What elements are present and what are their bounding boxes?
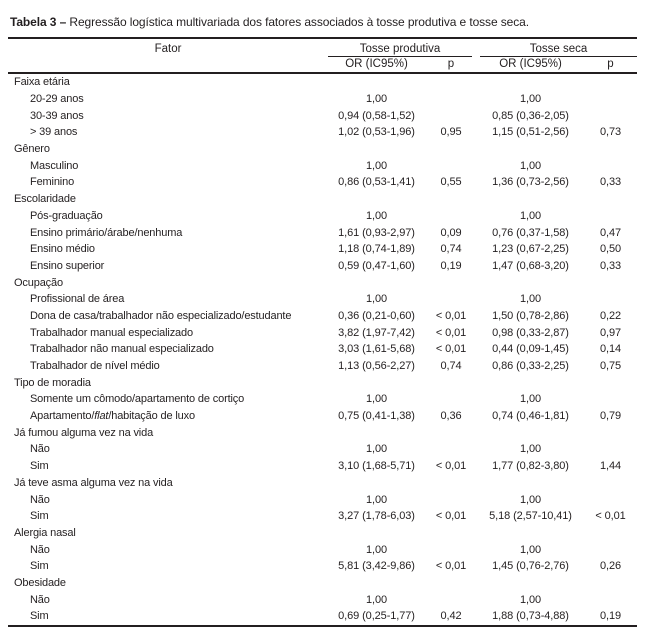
factor-label: Dona de casa/trabalhador não especializado/estudante bbox=[30, 309, 292, 322]
p-value: 0,97 bbox=[599, 326, 621, 339]
header-sub-row bbox=[8, 57, 637, 72]
or-value: 0,86 (0,53-1,41) bbox=[338, 176, 415, 189]
table-row bbox=[8, 241, 637, 258]
table-body bbox=[8, 74, 637, 627]
or-value: 1,00 bbox=[519, 493, 541, 506]
or-value: 1,61 (0,93-2,97) bbox=[338, 226, 415, 239]
p-value: < 0,01 bbox=[595, 510, 626, 523]
or-value: 1,77 (0,82-3,80) bbox=[492, 460, 569, 473]
or-value: 1,00 bbox=[365, 443, 387, 456]
or-value: 1,00 bbox=[519, 393, 541, 406]
or-value: 3,10 (1,68-5,71) bbox=[338, 460, 415, 473]
header-fator: Fator bbox=[154, 43, 182, 55]
or-value: 1,88 (0,73-4,88) bbox=[492, 610, 569, 623]
table-row bbox=[8, 341, 637, 358]
factor-label: Profissional de área bbox=[30, 293, 125, 306]
table-row bbox=[8, 208, 637, 225]
category-row bbox=[8, 191, 637, 208]
table-row bbox=[8, 157, 637, 174]
or-value: 1,00 bbox=[519, 159, 541, 172]
table-row bbox=[8, 441, 637, 458]
or-value: 1,36 (0,73-2,56) bbox=[492, 176, 569, 189]
or-value: 1,00 bbox=[519, 93, 541, 106]
or-value: 1,50 (0,78-2,86) bbox=[492, 309, 569, 322]
p-value: 0,50 bbox=[599, 243, 621, 256]
or-value: 1,13 (0,56-2,27) bbox=[338, 360, 415, 373]
table-row bbox=[8, 107, 637, 124]
category-row bbox=[8, 475, 637, 492]
or-value: 5,81 (3,42-9,86) bbox=[338, 560, 415, 573]
or-value: 5,18 (2,57-10,41) bbox=[489, 510, 572, 523]
or-value: 1,00 bbox=[519, 443, 541, 456]
table-header bbox=[8, 39, 637, 74]
italic-term: flat bbox=[94, 410, 109, 423]
regression-table bbox=[8, 37, 637, 627]
table-row bbox=[8, 558, 637, 575]
header-group-tosse-seca: Tosse seca bbox=[480, 43, 637, 57]
table-row bbox=[8, 308, 637, 325]
or-value: 1,15 (0,51-2,56) bbox=[492, 126, 569, 139]
factor-label: Sim bbox=[30, 510, 49, 523]
or-value: 1,23 (0,67-2,25) bbox=[492, 243, 569, 256]
factor-label: Sim bbox=[30, 460, 49, 473]
factor-label: Ensino superior bbox=[30, 259, 105, 272]
or-value: 1,02 (0,53-1,96) bbox=[338, 126, 415, 139]
table-row bbox=[8, 258, 637, 275]
factor-label: Trabalhador de nível médio bbox=[30, 360, 160, 373]
factor-label: Ensino primário/árabe/nenhuma bbox=[30, 226, 183, 239]
p-value: 0,79 bbox=[599, 410, 621, 423]
factor-label: Faixa etária bbox=[14, 76, 70, 89]
p-value: 0,55 bbox=[440, 176, 462, 189]
category-row bbox=[8, 274, 637, 291]
p-value: 0,73 bbox=[599, 126, 621, 139]
p-value: 1,44 bbox=[599, 460, 621, 473]
or-value: 0,74 (0,46-1,81) bbox=[492, 410, 569, 423]
table-row bbox=[8, 224, 637, 241]
factor-label: Não bbox=[30, 543, 50, 556]
or-value: 3,82 (1,97-7,42) bbox=[338, 326, 415, 339]
header-group-row bbox=[8, 39, 637, 57]
table-row bbox=[8, 324, 637, 341]
factor-label: Já fumou alguma vez na vida bbox=[14, 426, 154, 439]
factor-label: Feminino bbox=[30, 176, 75, 189]
factor-label: Somente um cômodo/apartamento de cortiço bbox=[30, 393, 245, 406]
table-row bbox=[8, 508, 637, 525]
table-row bbox=[8, 608, 637, 625]
factor-label: Já teve asma alguma vez na vida bbox=[14, 476, 173, 489]
or-value: 0,59 (0,47-1,60) bbox=[338, 259, 415, 272]
or-value: 1,47 (0,68-3,20) bbox=[492, 259, 569, 272]
p-value: 0,47 bbox=[599, 226, 621, 239]
factor-label: Alergia nasal bbox=[14, 526, 76, 539]
or-value: 0,98 (0,33-2,87) bbox=[492, 326, 569, 339]
or-value: 0,69 (0,25-1,77) bbox=[338, 610, 415, 623]
p-value: 0,22 bbox=[599, 309, 621, 322]
p-value: 0,74 bbox=[440, 243, 462, 256]
or-value: 3,03 (1,61-5,68) bbox=[338, 343, 415, 356]
factor-label: Masculino bbox=[30, 159, 79, 172]
table-caption-number: Tabela 3 – bbox=[10, 15, 67, 29]
or-value: 1,00 bbox=[519, 593, 541, 606]
header-or-seca: OR (IC95%) bbox=[499, 58, 562, 70]
p-value: < 0,01 bbox=[435, 343, 467, 356]
table-row bbox=[8, 391, 637, 408]
factor-label: Escolaridade bbox=[14, 193, 76, 206]
table-row bbox=[8, 358, 637, 375]
factor-label: Obesidade bbox=[14, 576, 66, 589]
p-value: < 0,01 bbox=[435, 510, 467, 523]
category-row bbox=[8, 374, 637, 391]
or-value: 1,45 (0,76-2,76) bbox=[492, 560, 569, 573]
table-caption bbox=[10, 14, 637, 30]
p-value: 0,26 bbox=[599, 560, 621, 573]
p-value: 0,33 bbox=[599, 259, 621, 272]
header-group-tosse-produtiva: Tosse produtiva bbox=[328, 43, 472, 57]
p-value: < 0,01 bbox=[435, 326, 467, 339]
header-p-seca: p bbox=[607, 58, 614, 70]
or-value: 0,76 (0,37-1,58) bbox=[492, 226, 569, 239]
table-row bbox=[8, 408, 637, 425]
factor-label: 20-29 anos bbox=[30, 93, 84, 106]
header-or-produtiva: OR (IC95%) bbox=[345, 58, 408, 70]
or-value: 1,00 bbox=[519, 293, 541, 306]
or-value: 0,44 (0,09-1,45) bbox=[492, 343, 569, 356]
header-p-produtiva: p bbox=[447, 58, 455, 70]
or-value: 1,00 bbox=[365, 209, 387, 222]
p-value: 0,36 bbox=[440, 410, 462, 423]
or-value: 0,36 (0,21-0,60) bbox=[338, 309, 415, 322]
category-row bbox=[8, 141, 637, 158]
p-value: 0,74 bbox=[440, 360, 462, 373]
factor-label: > 39 anos bbox=[30, 126, 78, 139]
or-value: 0,86 (0,33-2,25) bbox=[492, 360, 569, 373]
or-value: 0,85 (0,36-2,05) bbox=[492, 109, 569, 122]
factor-label: Sim bbox=[30, 610, 49, 623]
or-value: 1,00 bbox=[365, 159, 387, 172]
or-value: 1,18 (0,74-1,89) bbox=[338, 243, 415, 256]
factor-label: Tipo de moradia bbox=[14, 376, 91, 389]
p-value: 0,42 bbox=[440, 610, 462, 623]
or-value: 1,00 bbox=[365, 293, 387, 306]
p-value: 0,09 bbox=[440, 226, 462, 239]
factor-label: Não bbox=[30, 493, 50, 506]
factor-label: Trabalhador não manual especializado bbox=[30, 343, 214, 356]
table-row bbox=[8, 458, 637, 475]
table-row bbox=[8, 124, 637, 141]
p-value: 0,14 bbox=[599, 343, 621, 356]
or-value: 1,00 bbox=[365, 393, 387, 406]
factor-label: Ensino médio bbox=[30, 243, 95, 256]
table-row bbox=[8, 491, 637, 508]
table-caption-text: Regressão logística multivariada dos fatores associados à tosse produtiva e tosse seca. bbox=[66, 15, 529, 29]
factor-label: Não bbox=[30, 443, 50, 456]
table-row bbox=[8, 541, 637, 558]
factor-label: Apartamento/flat/habitação de luxo bbox=[30, 410, 195, 423]
p-value: < 0,01 bbox=[435, 460, 467, 473]
factor-label: Sim bbox=[30, 560, 49, 573]
or-value: 1,00 bbox=[519, 543, 541, 556]
or-value: 1,00 bbox=[519, 209, 541, 222]
header-spacer bbox=[8, 70, 328, 72]
p-value: 0,19 bbox=[599, 610, 621, 623]
or-value: 1,00 bbox=[365, 493, 387, 506]
factor-label: 30-39 anos bbox=[30, 109, 84, 122]
factor-label: Ocupação bbox=[14, 276, 63, 289]
category-row bbox=[8, 575, 637, 592]
or-value: 0,94 (0,58-1,52) bbox=[338, 109, 415, 122]
category-row bbox=[8, 525, 637, 542]
p-value: 0,19 bbox=[440, 259, 462, 272]
category-row bbox=[8, 424, 637, 441]
or-value: 1,00 bbox=[365, 593, 387, 606]
p-value: 0,33 bbox=[599, 176, 621, 189]
p-value: < 0,01 bbox=[435, 309, 467, 322]
or-value: 0,75 (0,41-1,38) bbox=[338, 410, 415, 423]
p-value: 0,95 bbox=[440, 126, 462, 139]
table-row bbox=[8, 91, 637, 108]
or-value: 3,27 (1,78-6,03) bbox=[338, 510, 415, 523]
or-value: 1,00 bbox=[365, 543, 387, 556]
p-value: 0,75 bbox=[599, 360, 621, 373]
category-row bbox=[8, 74, 637, 91]
factor-label: Gênero bbox=[14, 143, 50, 156]
factor-label: Não bbox=[30, 593, 50, 606]
factor-label: Trabalhador manual especializado bbox=[30, 326, 193, 339]
factor-label: Pós-graduação bbox=[30, 209, 103, 222]
or-value: 1,00 bbox=[365, 93, 387, 106]
table-row bbox=[8, 174, 637, 191]
p-value: < 0,01 bbox=[435, 560, 467, 573]
table-row bbox=[8, 291, 637, 308]
table-row bbox=[8, 591, 637, 608]
